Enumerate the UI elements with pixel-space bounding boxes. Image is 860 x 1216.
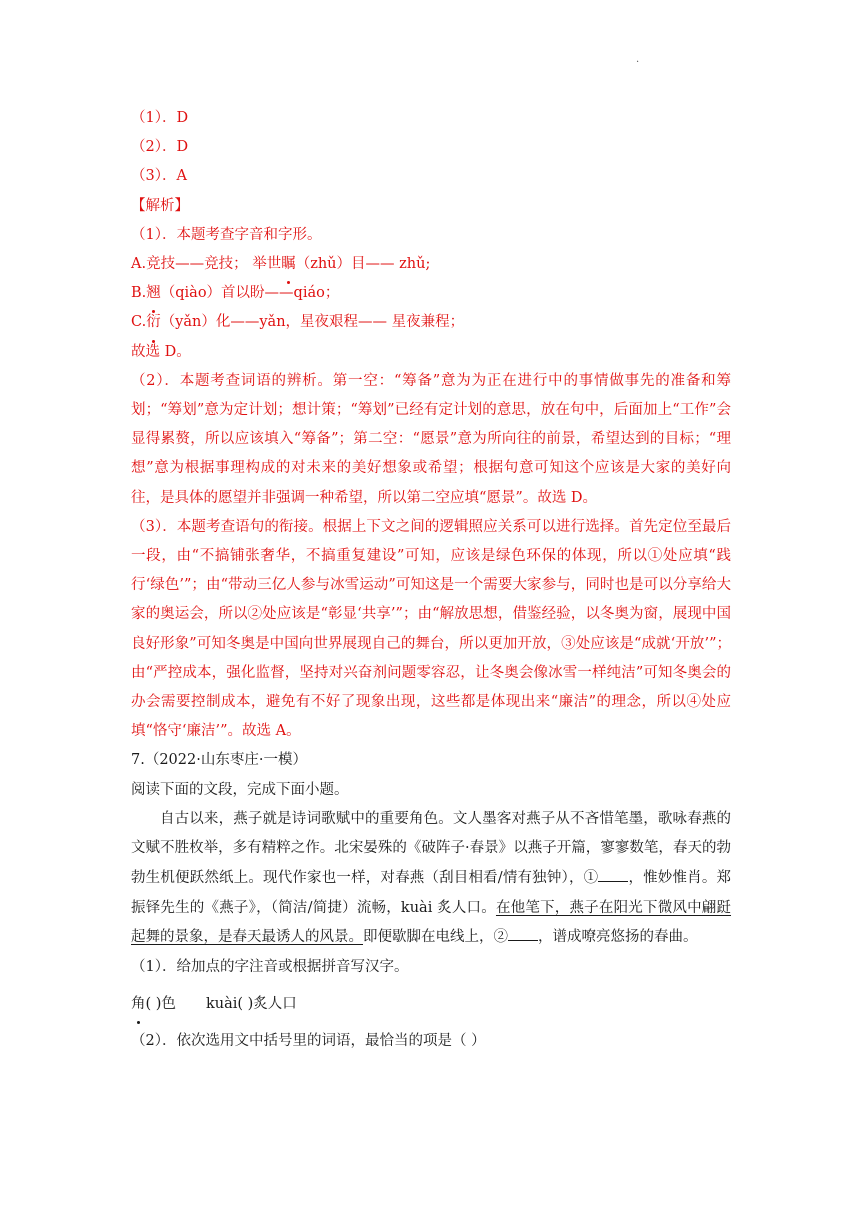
blank-2 bbox=[508, 926, 538, 941]
passage-part-1: 自古以来，燕子就是诗词歌赋中的重要角色。文人墨客对燕子从不吝惜笔墨，歌咏春燕的文赋不胜枚举，多有精粹之作。北宋晏殊的《破阵子·春景》以燕子开篇，寥寥数笔，春天的勃勃生机便跃然纸上。现代作家也一样，对春燕（刮目相看/情有独钟），① bbox=[131, 810, 731, 887]
q2-analysis: （2）．本题考查词语的辨析。第一空：“筹备”意为为正在进行中的事情做事先的准备和筹划；“筹划”意为定计划；想计策；“筹划”已经有定计划的意思，放在句中，后面加上“工作”会显得累赘，所以应该填入“筹备”；第二空：“愿景”意为所向往的前景，希望达到的目标；“理想”意为根据事理构成的对未来的美好想象或希望；根据句意可知这个应该是大家的美好向往，是具体的愿望并非强调一种希望，所以第二空应填“愿景”。故选 D。 bbox=[131, 372, 731, 506]
q7-instruction: 阅读下面的文段，完成下面小题。 bbox=[131, 781, 349, 798]
q1-title: （1）．本题考查字音和字形。 bbox=[131, 226, 322, 243]
q1-a-dotted-char: 瞩 bbox=[281, 250, 296, 279]
page-mark: . bbox=[636, 54, 640, 65]
answer-1: （1）．D bbox=[131, 110, 189, 126]
q1-option-a bbox=[131, 250, 731, 279]
q1-c-prefix: C. bbox=[131, 314, 147, 331]
q1-option-b: B.翘（qiào）首以盼——qiáo； bbox=[131, 279, 731, 308]
q3-analysis: （3）．本题考查语句的衔接。根据上下文之间的逻辑照应关系可以进行选择。首先定位至最后一段，由“不搞铺张奢华，不搞重复建设”可知，应该是绿色环保的体现，所以①处应填“践行‘绿色’”；由“带动三亿人参与冰雪运动”可知这是一个需要大家参与，同时也是可以分享给大家的奥运会，所以②处应该是“彰显‘共享’”；由“解放思想，借鉴经验，以冬奥为窗，展现中国良好形象”可知冬奥是中国向世界展现自己的舞台，所以更加开放，③处应该是“成就‘开放’”；由“严控成本，强化监督，坚持对兴奋剂问题零容忍，让冬奥会像冰雪一样纯洁”可知冬奥会的办会需要控制成本，避免有不好了现象出现，这些都是体现出来“廉洁”的理念，所以④处应填“恪守‘廉洁’”。故选 A。 bbox=[131, 518, 731, 740]
q1-c-dotted-char: 衍 bbox=[146, 308, 161, 337]
q7-sub1: （1）．给加点的字注音或根据拼音写汉字。 bbox=[131, 958, 409, 975]
q7-sub2: （2）．依次选用文中括号里的词语，最恰当的项是（ ） bbox=[131, 1033, 486, 1050]
answer-2: （2）．D bbox=[131, 139, 189, 156]
q1-option-c bbox=[131, 308, 731, 337]
q7-fill-row bbox=[131, 990, 731, 1019]
blank-1 bbox=[598, 867, 628, 882]
q1-c-tail: （yǎn）化——yǎn，星夜艰程—— 星夜兼程； bbox=[160, 314, 465, 331]
analysis-heading: 【解析】 bbox=[131, 197, 189, 214]
q1-a-text: A.竞技——竞技； 举世 bbox=[131, 256, 282, 273]
passage-part-4: ，谱成嘹亮悠扬的春曲。 bbox=[538, 929, 698, 946]
q7-source: 7.（2022·山东枣庄·一模） bbox=[131, 752, 307, 769]
q7-passage bbox=[131, 805, 731, 953]
underlined-sentence: 在他笔下，燕子在阳光下微风中翩跹起舞的景象，是春天最诱人的风景。 bbox=[131, 899, 732, 946]
fill-2: kuài( )炙人口 bbox=[205, 996, 297, 1013]
q1-b-tail: （qiào）首以盼——qiáo； bbox=[160, 285, 340, 302]
q1-b-dotted-char: 翘 bbox=[146, 279, 161, 308]
fill-1: ( )色 bbox=[145, 996, 176, 1013]
passage-part-2: ，惟妙惟肖。郑振铎先生的《燕子》，（简洁/简捷）流畅，kuài 炙人口。 bbox=[131, 870, 731, 916]
q1-conclusion: 故选 D。 bbox=[131, 343, 191, 360]
fill-dotted-char: 角 bbox=[131, 990, 146, 1019]
passage-part-3: 即便歇脚在电线上，② bbox=[363, 929, 508, 946]
document-body bbox=[131, 104, 731, 1056]
answer-3: （3）．A bbox=[131, 168, 187, 185]
q1-a-tail: （zhǔ）目—— zhǔ; bbox=[295, 256, 431, 273]
